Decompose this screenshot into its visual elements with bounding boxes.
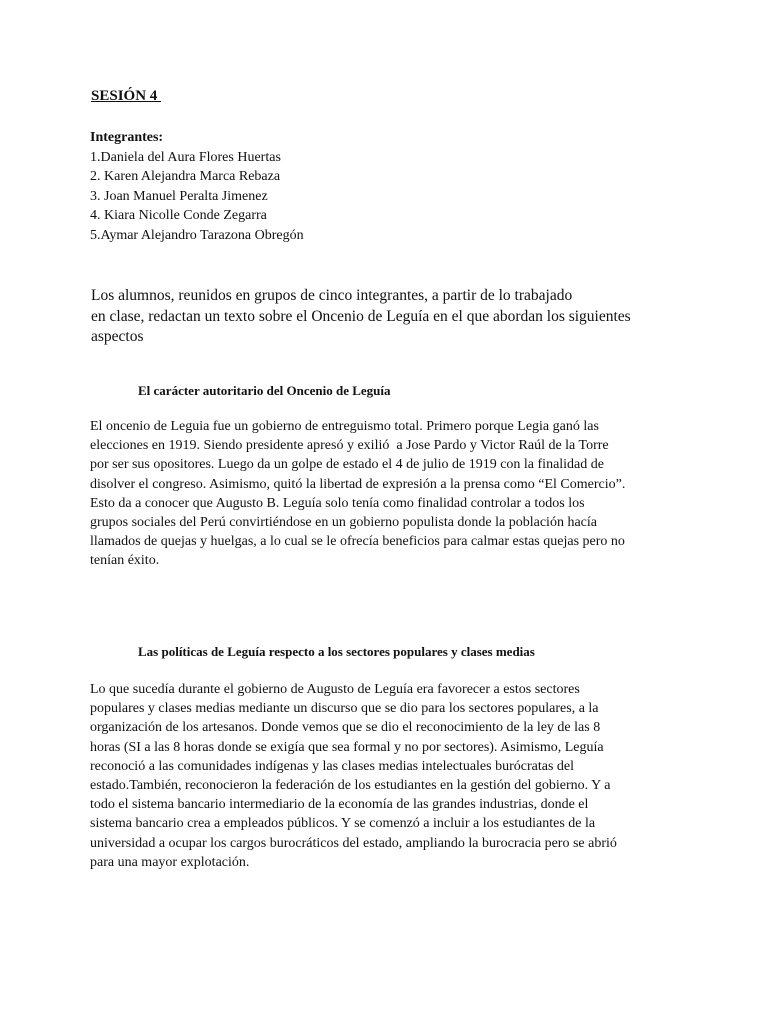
paragraph-line: Lo que sucedía durante el gobierno de Augusto de Leguía era favorecer a estos sectores bbox=[90, 682, 580, 697]
paragraph-line: grupos sociales del Perú convirtiéndose en un gobierno populista donde la población hacía bbox=[90, 515, 597, 531]
session-title: SESIÓN 4 bbox=[91, 88, 162, 104]
member-name: 1.Daniela del Aura Flores Huertas bbox=[90, 149, 281, 165]
paragraph-line: El oncenio de Leguia fue un gobierno de entreguismo total. Primero porque Legia ganó las bbox=[90, 419, 599, 434]
member-name: 4. Kiara Nicolle Conde Zegarra bbox=[90, 208, 267, 223]
paragraph-line: tenían éxito. bbox=[90, 553, 160, 569]
intro-paragraph bbox=[91, 286, 691, 348]
section-heading-policies: Las políticas de Leguía respecto a los sectores populares y clases medias bbox=[138, 644, 535, 659]
intro-line: en clase, redactan un texto sobre el Oncenio de Leguía en el que abordan los siguientes bbox=[91, 307, 631, 325]
member-name: 2. Karen Alejandra Marca Rebaza bbox=[90, 169, 281, 184]
paragraph-line: disolver el congreso. Asimismo, quitó la libertad de expresión a la prensa como “El Comercio”. bbox=[90, 476, 626, 492]
paragraph-line: universidad a ocupar los cargos burocráticos del estado, ampliando la burocracia pero se abrió bbox=[90, 835, 617, 851]
paragraph-line: populares y clases medias mediante un discurso que se dio para los sectores populares, a la bbox=[90, 701, 599, 717]
member-name: 3. Joan Manuel Peralta Jimenez bbox=[90, 188, 268, 204]
paragraph-line: todo el sistema bancario intermediario de la economía de las grandes industrias, donde el bbox=[90, 797, 589, 813]
paragraph-line: estado.También, reconocieron la federación de los estudiantes en la gestión del gobierno. Y a bbox=[90, 778, 611, 794]
section-paragraph-authoritarian bbox=[90, 417, 700, 571]
paragraph-line: para una mayor explotación. bbox=[90, 854, 250, 870]
paragraph-line: elecciones en 1919. Siendo presidente apresó y exilió a Jose Pardo y Victor Raúl de la Torre bbox=[90, 438, 609, 454]
paragraph-line: Esto da a conocer que Augusto B. Leguía solo tenía como finalidad controlar a todos los bbox=[90, 495, 585, 511]
paragraph-line: por ser sus opositores. Luego da un golpe de estado el 4 de julio de 1919 con la finalidad de bbox=[90, 457, 604, 473]
paragraph-line: horas (SI a las 8 horas donde se exigía que sea formal y no por sectores). Asimismo, Leguía bbox=[90, 739, 604, 755]
paragraph-line: llamados de quejas y huelgas, a lo cual se le ofrecía beneficios para calmar estas quejas pero no bbox=[90, 534, 625, 550]
paragraph-line: reconoció a las comunidades indígenas y las clases medias intelectuales burócratas del bbox=[90, 758, 574, 774]
paragraph-line: organización de los artesanos. Donde vemos que se dio el reconocimiento de la ley de las 8 bbox=[90, 720, 601, 736]
members-label: Integrantes: bbox=[90, 130, 164, 145]
paragraph-line: sistema bancario crea a empleados públicos. Y se comenzó a incluir a los estudiantes de la bbox=[90, 816, 596, 832]
member-name: 5.Aymar Alejandro Tarazona Obregón bbox=[90, 227, 304, 243]
intro-line: Los alumnos, reunidos en grupos de cinco integrantes, a partir de lo trabajado bbox=[91, 287, 573, 304]
section-heading-authoritarian: El carácter autoritario del Oncenio de Leguía bbox=[138, 383, 391, 398]
intro-line: aspectos bbox=[91, 328, 144, 345]
section-paragraph-policies bbox=[90, 680, 700, 872]
members-block bbox=[90, 128, 304, 245]
